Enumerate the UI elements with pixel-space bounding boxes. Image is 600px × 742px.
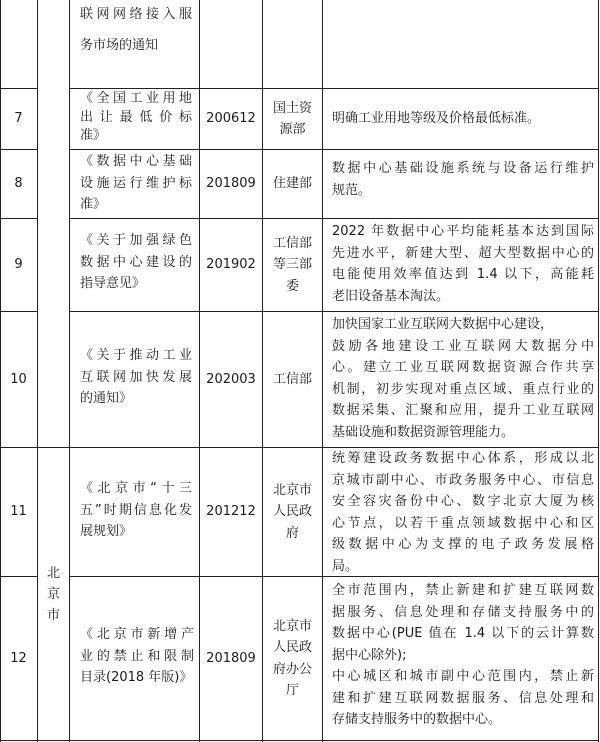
title-cell <box>80 345 192 415</box>
dept-line: 北京市 <box>272 482 312 498</box>
row-number-text: 11 <box>10 504 27 520</box>
content-cell <box>332 580 594 738</box>
row-number-text: 10 <box>10 371 27 387</box>
content-line: 机制，初步实现对重点区域、重点行业的 <box>332 381 594 397</box>
dept-cell <box>263 89 322 149</box>
row-number <box>0 89 37 149</box>
content-line: 全市范围内，禁止新建和扩建互联网数 <box>332 583 594 598</box>
region-cell <box>38 448 69 740</box>
row-number <box>0 150 37 218</box>
dept-cell <box>263 219 322 311</box>
region-char: 北 <box>46 565 60 581</box>
row-number-text: 7 <box>14 111 23 127</box>
date-text: 201212 <box>206 504 256 520</box>
title-cell <box>80 624 194 694</box>
dept-line: 等三部 <box>272 257 312 273</box>
title-cell <box>80 478 192 548</box>
title-line: 的通知》 <box>80 391 133 406</box>
row-number <box>0 577 37 740</box>
content-line: 心。建立工业互联网数据资源合作共享 <box>332 360 594 375</box>
dept-cell <box>263 577 322 740</box>
content-line: 中心城区和城市副中心范围内，禁止新 <box>332 669 594 684</box>
date-cell <box>200 219 262 311</box>
content-line: 安全容灾备份中心、数字北京大厦为核 <box>332 494 594 509</box>
dept-line: 府 <box>285 525 299 541</box>
content-line: 先进水平，新建大型、超大型数据中心的 <box>332 245 594 261</box>
title-line: 设施运行维护标 <box>80 175 192 191</box>
content-line: 京城市副中心、市政务服务中心、市信息 <box>332 472 594 488</box>
content-cell <box>332 89 594 149</box>
date-cell <box>200 448 262 576</box>
content-line: 鼓励各地建设工业互联网大数据分中 <box>332 338 594 354</box>
title-line: 目录(2018 年版)》 <box>80 670 193 685</box>
title-line: 务市场的通知 <box>80 37 159 53</box>
content-line: 存储支持服务中的数据中心。 <box>332 712 502 727</box>
content-line: 心节点，以若干重点领域数据中心和区 <box>332 515 594 531</box>
dept-cell <box>263 150 322 218</box>
content-line: 电能使用效率值达到 1.4 以下，高能耗 <box>332 267 594 282</box>
content-line: 数据中心(PUE 值在 1.4 以下的云计算数 <box>332 626 594 641</box>
dept-line: 工信部 <box>272 371 312 387</box>
title-line: 准》 <box>80 197 107 212</box>
dept-line: 工信部 <box>272 235 312 251</box>
dept-line: 住建部 <box>272 176 312 192</box>
date-text: 201902 <box>206 257 256 273</box>
date-text: 200612 <box>206 111 256 127</box>
dept-line: 委 <box>285 278 299 294</box>
dept-line: 北京市 <box>272 618 312 634</box>
dept-cell <box>263 448 322 576</box>
title-cell <box>80 151 192 217</box>
title-line: 《关于推动工业 <box>80 348 192 363</box>
content-line: 老旧设备基本淘汰。 <box>332 288 450 304</box>
title-line: 展规划》 <box>80 524 133 539</box>
row-number-text: 9 <box>14 257 23 273</box>
title-line: 出 让 最 低 价 标 <box>80 109 192 125</box>
dept-line: 人民政 <box>272 504 312 520</box>
title-line: 互联网加快发展 <box>80 369 192 385</box>
content-cell <box>332 221 594 309</box>
content-line: 2022 年数据中心平均能耗基本达到国际 <box>332 224 594 239</box>
row-number-text: 8 <box>14 176 23 192</box>
row-number <box>0 219 37 311</box>
title-line: 《北京市“十三 <box>80 481 192 496</box>
date-text: 201809 <box>206 650 256 666</box>
content-line: 级数据中心为支撑的电子政务发展格 <box>332 537 594 552</box>
title-line: 《全国工业用地 <box>80 91 192 106</box>
title-line: 数据中心建设的 <box>80 254 192 270</box>
title-cell <box>80 230 192 300</box>
content-cell <box>332 448 594 576</box>
title-line: 《关于加强绿色 <box>80 233 192 248</box>
title-cell <box>80 4 192 88</box>
content-line: 数据中心基础设施系统与设备运行维护 <box>332 161 594 176</box>
dept-line: 源部 <box>279 122 306 137</box>
row-number-text: 12 <box>10 650 27 666</box>
title-line: 准》 <box>80 128 107 143</box>
date-cell <box>200 577 262 740</box>
content-cell <box>332 158 594 210</box>
title-line: 业的禁止和限制 <box>80 648 194 664</box>
dept-cell <box>263 312 322 447</box>
content-line: 明确工业用地等级及价格最低标准。 <box>332 111 541 127</box>
title-line: 联网网络接入服 <box>80 7 192 22</box>
region-char: 市 <box>46 607 60 623</box>
title-line: 《北京市新增产 <box>80 627 194 642</box>
title-line: 《数据中心基础 <box>80 154 192 169</box>
content-line: 基础设施和数据资源管理能力。 <box>332 424 515 440</box>
date-cell <box>200 150 262 218</box>
content-line: 据中心除外); <box>332 647 407 663</box>
date-cell <box>200 312 262 447</box>
dept-line: 厅 <box>285 683 299 698</box>
date-text: 201809 <box>206 176 256 192</box>
title-line: 指导意见》 <box>80 276 146 291</box>
content-line: 据服务、信息处理和存储支持服务中的 <box>332 604 594 620</box>
region-char: 京 <box>46 586 60 602</box>
title-line: 五”时期信息化发 <box>80 502 192 518</box>
content-line: 统筹建设政务数据中心体系，形成以北 <box>332 451 594 466</box>
dept-line: 国土资 <box>272 100 312 116</box>
dept-line: 人民政 <box>272 640 312 655</box>
content-line: 局。 <box>332 558 359 574</box>
title-cell <box>80 89 192 149</box>
content-line: 数据采集、汇聚和应用，提升工业互联网 <box>332 403 594 418</box>
content-line: 规范。 <box>332 182 372 198</box>
content-cell <box>332 314 594 445</box>
row-number <box>0 312 37 447</box>
dept-line: 府办公 <box>272 661 312 677</box>
row-number <box>0 448 37 576</box>
content-line: 加快国家工业互联网大数据中心建设， <box>332 317 554 332</box>
content-line: 建和扩建互联网数据服务、信息处理和 <box>332 690 594 706</box>
date-cell <box>200 89 262 149</box>
date-text: 202003 <box>206 371 256 387</box>
